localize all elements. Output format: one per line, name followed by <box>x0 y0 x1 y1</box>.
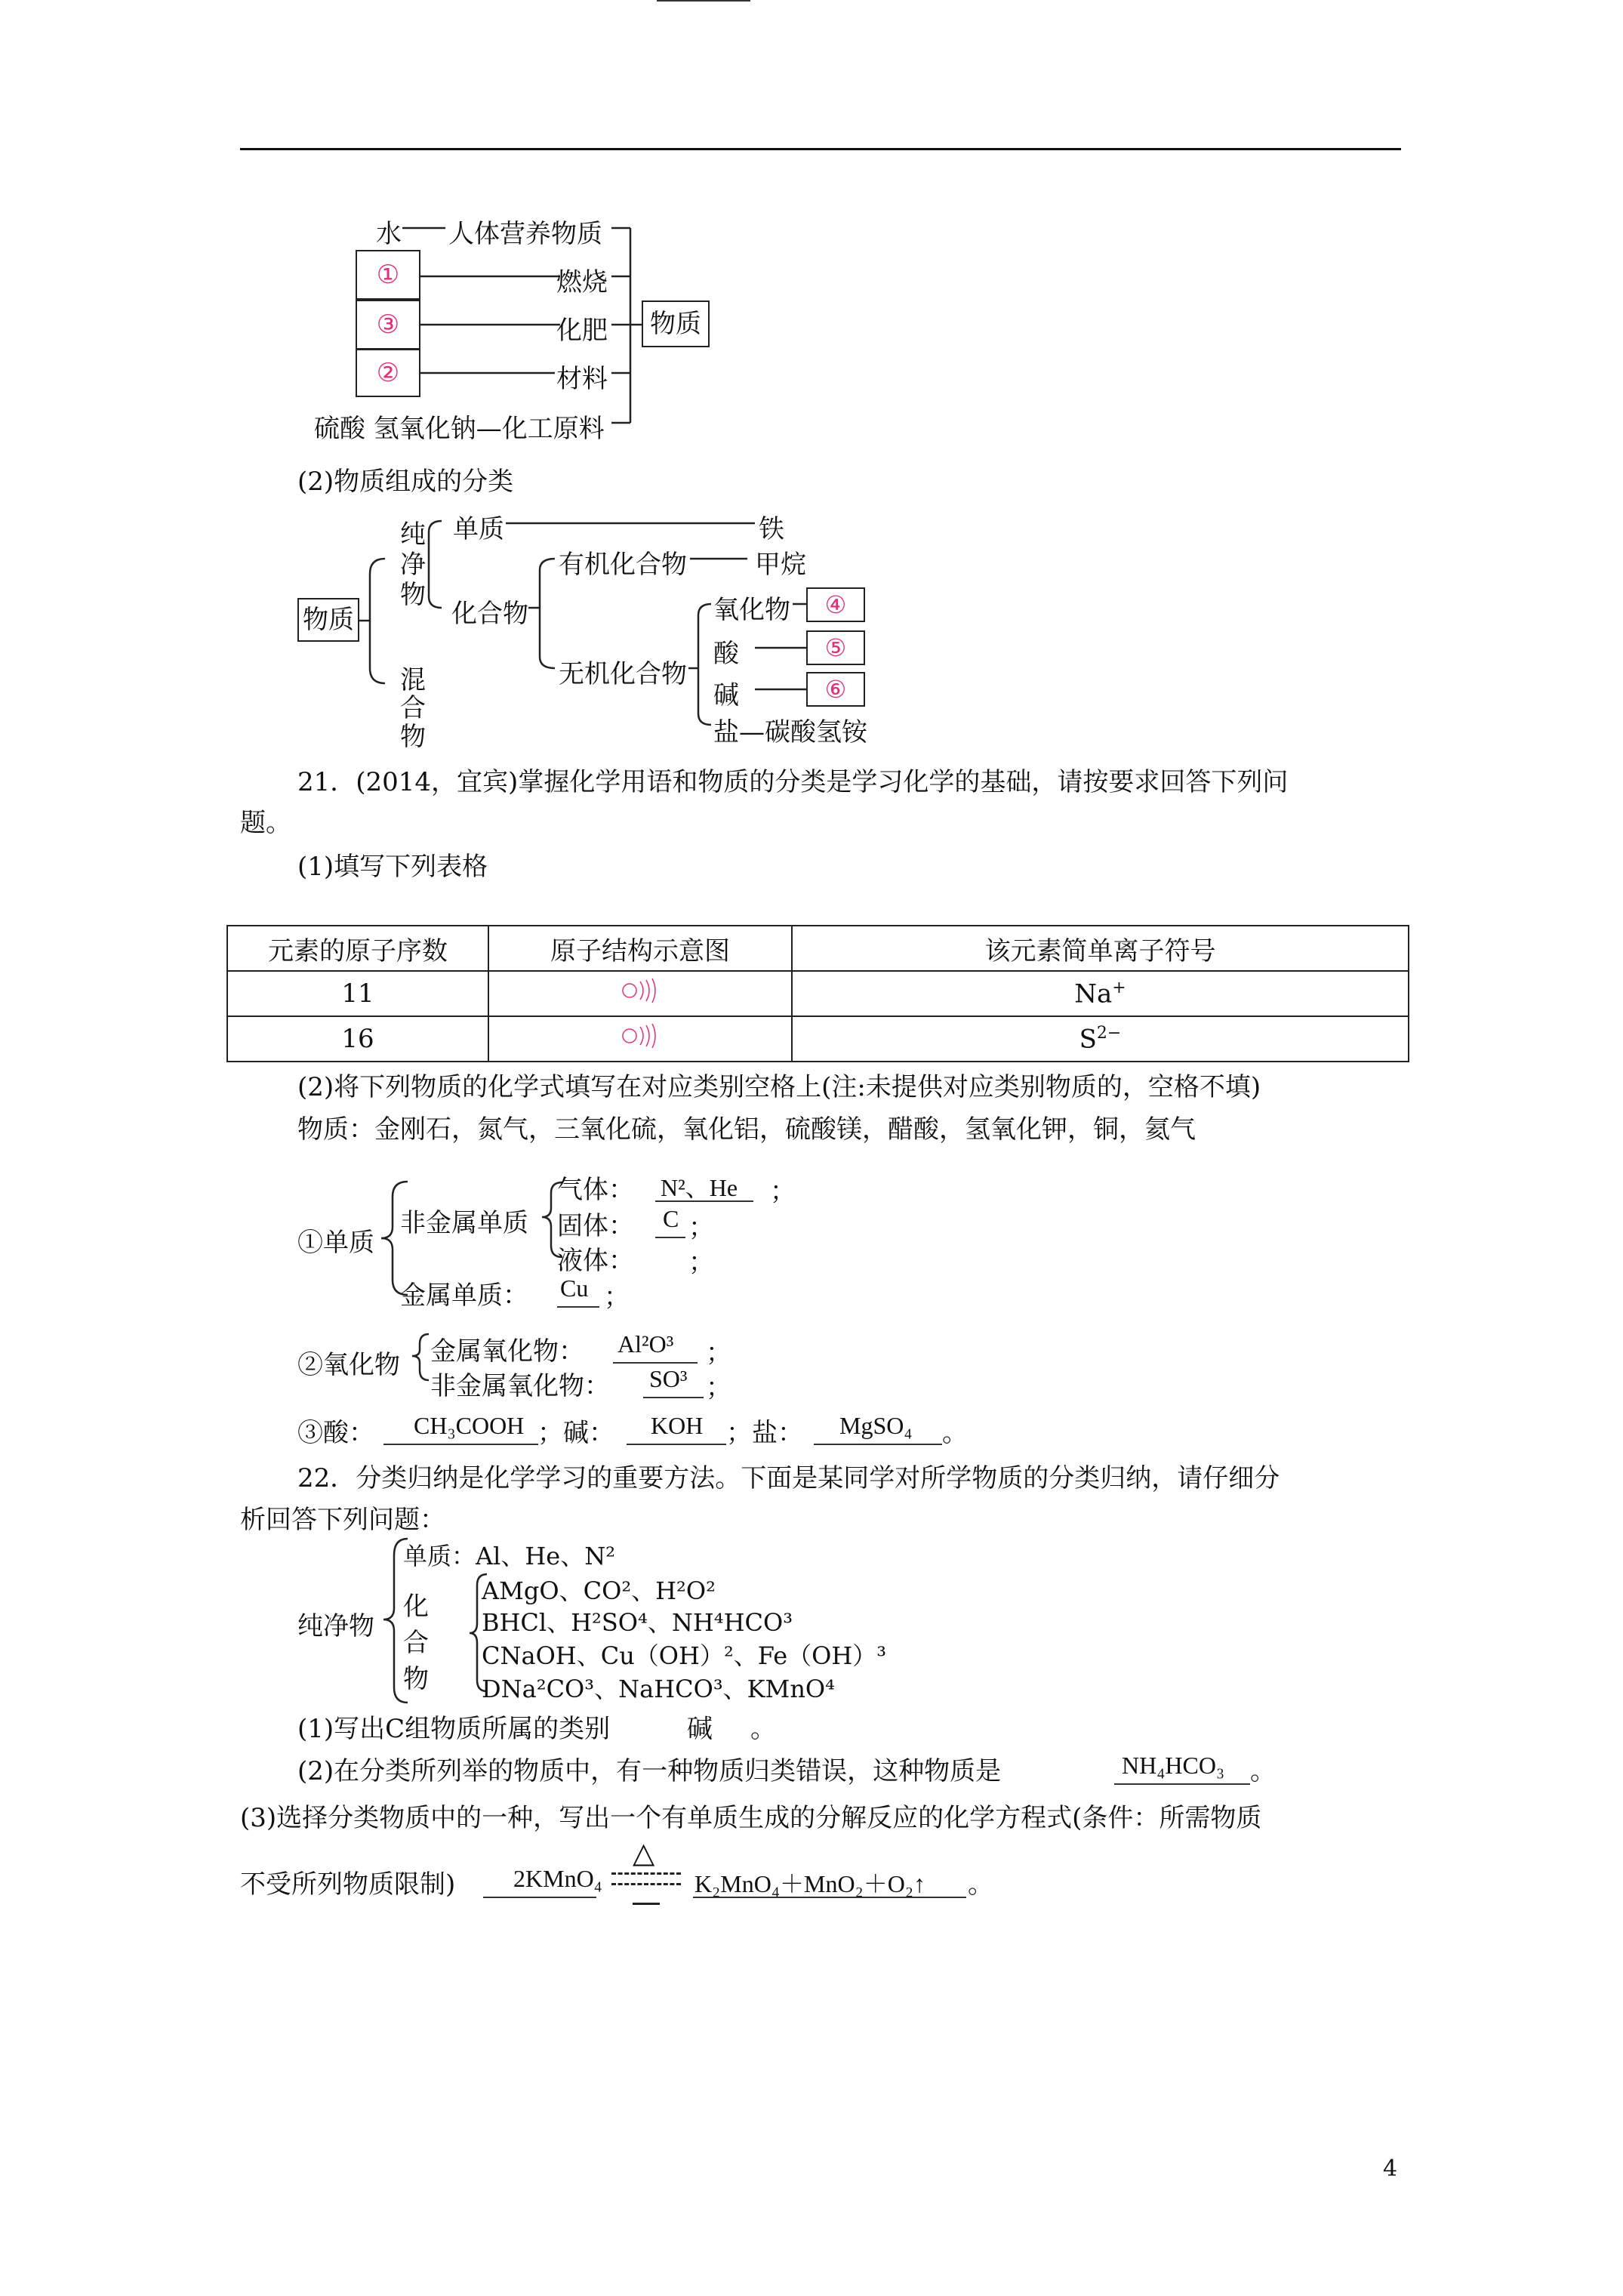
compound-char2: 合 <box>403 1628 429 1658</box>
q21-substances: 物质：金刚石，氮气，三氧化硫，氧化铝，硫酸镁，醋酸，氢氧化钾，铜，氦气 <box>297 1114 1196 1145</box>
acid-label: 酸 <box>713 639 739 669</box>
cell-ion-symbol <box>792 971 1409 1016</box>
q22-sub2-underline <box>1114 1783 1250 1785</box>
mix-char3: 物 <box>400 722 426 752</box>
compound-char3: 物 <box>403 1664 429 1694</box>
q22-sub3-period: 。 <box>968 1869 993 1900</box>
iron-label: 铁 <box>759 514 784 544</box>
q22-sub2-period: 。 <box>1250 1756 1276 1786</box>
oxide-label: ②氧化物 <box>297 1350 400 1380</box>
base-label: 碱 <box>713 680 739 710</box>
salt-label: 盐—碳酸氢铵 <box>713 717 867 747</box>
pure-char3: 物 <box>400 580 426 610</box>
eq-sign-bottom <box>611 1883 681 1885</box>
answer-box-5: ⑤ <box>806 630 865 665</box>
ion-charge: + <box>1112 978 1126 997</box>
organic-label: 有机化合物 <box>559 550 687 580</box>
acid-underline <box>383 1444 538 1445</box>
header-structure: 原子结构示意图 <box>488 926 792 971</box>
page-number: 4 <box>1383 2156 1398 2182</box>
fertilizer-label: 化肥 <box>556 316 608 346</box>
cell-atomic-number: 16 <box>227 1016 488 1062</box>
liquid-semicolon: ； <box>688 1247 714 1277</box>
answer-box-3: ③ <box>356 300 420 350</box>
solid-label: 固体： <box>557 1211 634 1241</box>
salt-underline <box>814 1444 942 1445</box>
oxide-label: 氧化物 <box>713 595 790 625</box>
gas-answer-underline <box>655 1200 753 1202</box>
pure-char1: 纯 <box>400 519 426 550</box>
cell-ion-symbol <box>792 1016 1409 1062</box>
base-label: ；碱： <box>537 1418 614 1448</box>
water-label: 水 <box>376 219 402 249</box>
gas-semicolon: ； <box>770 1176 796 1207</box>
eq-right: K₂MnO₄＋MnO₂＋O₂↑ <box>694 1870 925 1897</box>
inorganic-label: 无机化合物 <box>559 659 687 689</box>
acid-label: ③酸： <box>297 1418 374 1448</box>
mix-char1: 混 <box>400 665 426 695</box>
pure-char2: 净 <box>400 550 426 580</box>
eq-left: 2KMnO₄ <box>513 1865 602 1892</box>
metal-oxide-label: 金属氧化物： <box>430 1336 584 1367</box>
metal-label: 金属单质： <box>400 1281 528 1311</box>
compound-char1: 化 <box>403 1592 429 1622</box>
q22-sub2-answer: NH₄HCO₃ <box>1122 1752 1225 1779</box>
answer-box-2: ② <box>356 349 420 397</box>
header-ion-symbol: 该元素简单离子符号 <box>792 926 1409 971</box>
answer-box-1: ① <box>356 250 420 300</box>
atom-structure-icon <box>617 975 663 1006</box>
q22-pure-label: 纯净物 <box>297 1611 374 1641</box>
q22-element-line: 单质：Al、He、N² <box>403 1542 616 1570</box>
cell-structure <box>488 1016 792 1062</box>
q22-sub1-underline <box>657 0 750 2</box>
elem-label: ①单质 <box>297 1228 374 1258</box>
metal-oxide-underline <box>613 1362 698 1364</box>
q22-stem-line2: 析回答下列问题： <box>240 1505 445 1535</box>
metal-oxide-semicolon: ； <box>706 1338 731 1368</box>
q22-sub3-line2: 不受所列物质限制) <box>240 1869 456 1900</box>
q21-stem-line2: 题。 <box>240 808 291 838</box>
nonmetal-oxide-underline <box>643 1397 704 1398</box>
heat-condition-icon: △ <box>633 1836 655 1869</box>
material-label: 材料 <box>556 364 608 394</box>
table-row <box>227 1016 1409 1062</box>
diagram1-root: 物质 <box>642 300 710 347</box>
eq-left-underline <box>483 1897 596 1898</box>
nonmetal-oxide-label: 非金属氧化物： <box>430 1371 610 1401</box>
q22-sub1: (1)写出C组物质所属的类别 <box>297 1714 611 1744</box>
metal-answer-underline <box>557 1306 599 1308</box>
gas-label: 气体： <box>557 1175 634 1205</box>
methane-label: 甲烷 <box>755 550 806 580</box>
solid-answer-underline <box>655 1237 685 1238</box>
base-answer: KOH <box>651 1412 704 1439</box>
nonmetal-oxide-semicolon: ； <box>706 1373 731 1403</box>
base-underline <box>627 1444 726 1445</box>
compound-label: 化合物 <box>451 599 528 629</box>
eq-right-underline <box>693 1897 966 1898</box>
group-d: DNa²CO³、NaHCO³、KMnO⁴ <box>482 1675 835 1703</box>
mix-char2: 合 <box>400 693 426 723</box>
q22-sub3-line1: (3)选择分类物质中的一种，写出一个有单质生成的分解反应的化学方程式(条件：所需物质 <box>240 1803 1262 1833</box>
cell-atomic-number: 11 <box>227 971 488 1016</box>
q22-sub2: (2)在分类所列举的物质中，有一种物质归类错误，这种物质是 <box>297 1756 1002 1786</box>
liquid-label: 液体： <box>557 1246 634 1276</box>
ion-base: Na <box>1074 978 1113 1009</box>
group-c: CNaOH、Cu（OH）²、Fe（OH）³ <box>482 1641 887 1670</box>
diagram2-root: 物质 <box>297 598 359 642</box>
q21-table <box>226 925 1409 1062</box>
q21-sub1: (1)填写下列表格 <box>297 852 488 882</box>
solid-semicolon: ； <box>688 1213 714 1243</box>
q22-sub1-period: 。 <box>750 1714 776 1744</box>
table-row <box>227 971 1409 1016</box>
answer-box-4: ④ <box>806 587 865 622</box>
metal-oxide-answer: Al²O³ <box>617 1330 674 1358</box>
solid-answer: C <box>663 1205 679 1232</box>
acid-answer: CH₃COOH <box>414 1412 525 1439</box>
ion-base: S <box>1079 1024 1097 1055</box>
q22-stem-line1: 22．分类归纳是化学学习的重要方法。下面是某同学对所学物质的分类归纳，请仔细分 <box>297 1463 1280 1493</box>
chem-raw-label: 硫酸 氢氧化钠—化工原料 <box>314 414 605 444</box>
group-b: BHCl、H²SO⁴、NH⁴HCO³ <box>482 1608 793 1637</box>
nutrition-label: 人体营养物质 <box>448 219 602 249</box>
eq-sign-top <box>611 1872 681 1875</box>
group-a: AMgO、CO²、H²O² <box>482 1576 716 1605</box>
nonmetal-oxide-answer: SO³ <box>649 1365 688 1392</box>
section2-heading: (2)物质组成的分类 <box>297 467 514 497</box>
q21-stem-line1: 21．(2014，宜宾)掌握化学用语和物质的分类是学习化学的基础，请按要求回答下列问 <box>297 767 1289 797</box>
combustion-label: 燃烧 <box>556 267 608 297</box>
metal-semicolon: ； <box>604 1282 630 1312</box>
eq-underbar <box>633 1903 660 1905</box>
nonmetal-label: 非金属单质 <box>400 1208 528 1238</box>
metal-answer: Cu <box>560 1274 589 1302</box>
q21-sub2: (2)将下列物质的化学式填写在对应类别空格上(注:未提供对应类别物质的，空格不填) <box>297 1072 1261 1102</box>
salt-label: ；盐： <box>726 1418 803 1448</box>
gas-answer: N²、He <box>661 1174 738 1201</box>
answer-box-6: ⑥ <box>806 672 865 707</box>
element-label: 单质 <box>453 514 504 544</box>
salt-answer: MgSO₄ <box>839 1412 913 1439</box>
q21-period: 。 <box>942 1418 968 1448</box>
atom-structure-icon <box>617 1021 663 1051</box>
cell-structure <box>488 971 792 1016</box>
table-header-row <box>227 926 1409 971</box>
q22-sub1-answer: 碱 <box>687 1714 713 1744</box>
header-atomic-number: 元素的原子序数 <box>227 926 488 971</box>
ion-charge: 2− <box>1096 1023 1122 1043</box>
